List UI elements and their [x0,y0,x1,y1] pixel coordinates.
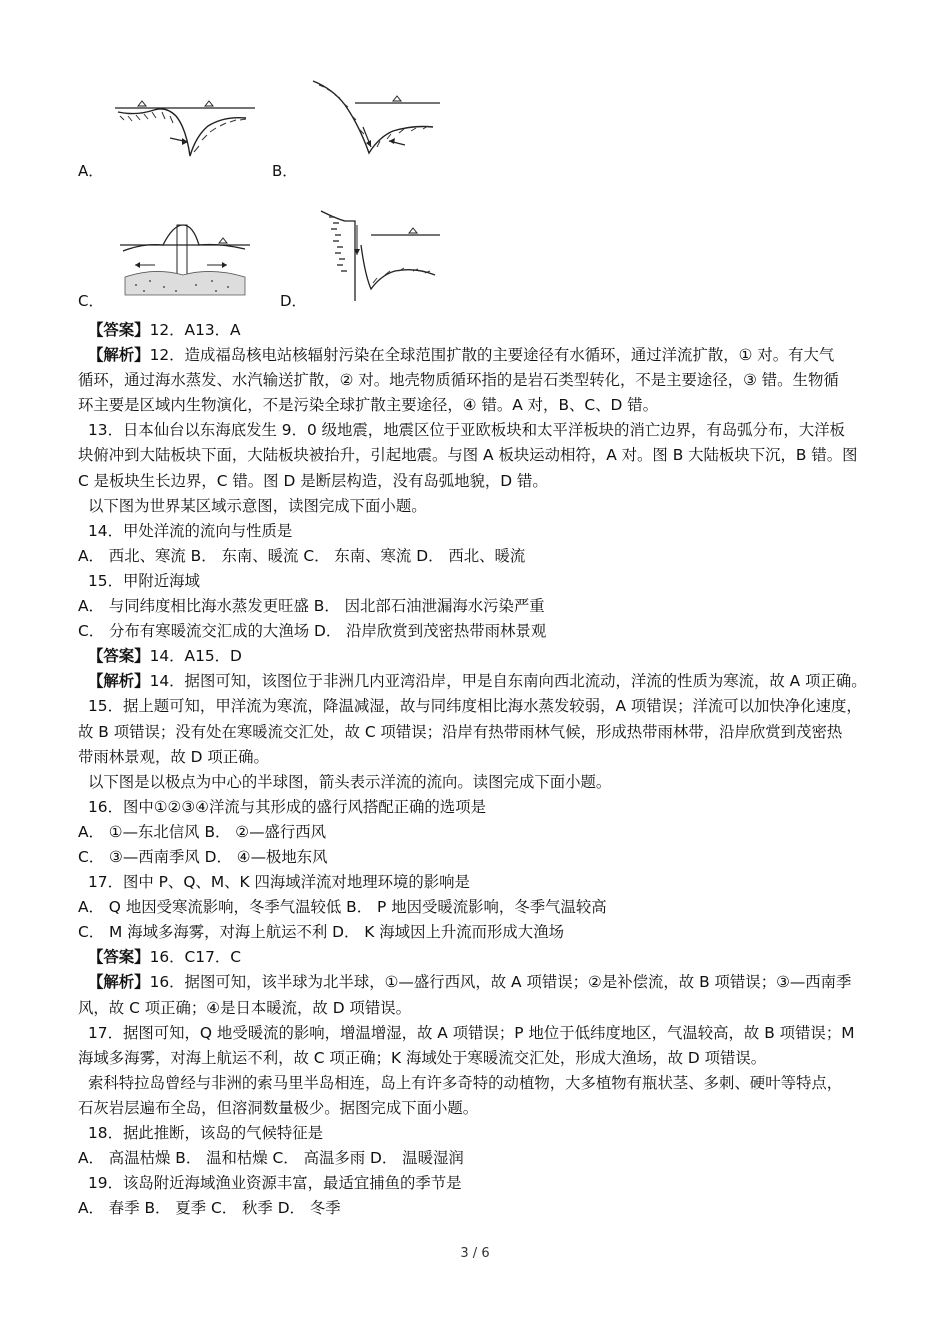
text-content: C． 分布有寒暖流交汇成的大渔场 D． 沿岸欣赏到茂密热带雨林景观 [78,622,547,641]
text-content: 19．该岛附近海域渔业资源丰富，最适宜捕鱼的季节是 [88,1174,462,1193]
text-content: 以下图是以极点为中心的半球图，箭头表示洋流的流向。读图完成下面小题。 [88,772,612,791]
page-number: 3 / 6 [460,1246,490,1261]
text-line [78,343,890,368]
text-content: 15．甲附近海域 [88,571,200,590]
text-line [78,519,890,544]
text-content: 带雨林景观，故 D 项正确。 [78,747,269,766]
text-content: 14．甲处洋流的流向与性质是 [88,521,293,540]
text-line [78,669,890,694]
text-line [78,418,890,443]
text-line [78,443,890,468]
text-content: 16．图中①②③④洋流与其形成的盛行风搭配正确的选项是 [88,797,486,816]
answer-tag: 【答案】 [88,647,150,666]
text-line [78,594,890,619]
figure-b-label: B． [272,162,298,180]
text-content: 海域多海雾，对海上航运不利，故 C 项正确；K 海域处于寒暖流交汇处，形成大渔场，故 D 项错误。 [78,1048,767,1067]
text-line [78,845,890,870]
text-content: A． 春季 B． 夏季 C． 秋季 D． 冬季 [78,1199,341,1218]
figure-d-label: D． [280,292,307,310]
text-content: 块俯冲到大陆板块下面，大陆板块被抬升，引起地震。与图 A 板块运动相符，A 对。图 B 大陆板块下沉，B 错。图 [78,446,858,465]
text-line [78,569,890,594]
answer-tag: 【答案】 [88,948,150,967]
answer-tag: 【解析】 [88,346,150,365]
text-line [78,368,890,393]
text-line [78,1046,890,1071]
text-content: 环主要是区域内生物演化，不是污染全球扩散主要途径，④ 错。A 对，B、C、D 错。 [78,396,659,415]
text-content: 12．A13．A [149,321,241,339]
text-content: A． ①—东北信风 B． ②—盛行西风 [78,822,327,841]
text-line [78,544,890,569]
text-content: 石灰岩层遍布全岛，但溶洞数量极少。据图完成下面小题。 [78,1098,479,1117]
text-line [78,1096,890,1121]
text-line [78,694,890,719]
text-content: 风，故 C 项正确；④是日本暖流，故 D 项错误。 [78,998,411,1017]
text-content: 故 B 项错误；没有处在寒暖流交汇处，故 C 项错误；沿岸有热带雨林气候，形成热带雨林带，沿岸欣赏到茂密热 [78,722,843,741]
text-content: 17．图中 P、Q、M、K 四海域洋流对地理环境的影响是 [88,873,470,892]
answer-tag: 【答案】 [88,321,150,339]
text-line [78,469,890,494]
text-content: 索科特拉岛曾经与非洲的索马里半岛相连，岛上有许多奇特的动植物，大多植物有瓶状茎、多刺、硬叶等特点， [88,1073,843,1092]
text-line [78,720,890,745]
text-line [78,770,890,795]
text-content: 以下图为世界某区域示意图，读图完成下面小题。 [88,496,427,515]
text-content: 循环，通过海水蒸发、水汽输送扩散，② 对。地壳物质循环指的是岩石类型转化，不是主要途径，③ 错。生物循 [78,371,839,390]
text-content: 12．造成福岛核电站核辐射污染在全球范围扩散的主要途径有水循环，通过洋流扩散，① 对。有大气 [149,346,835,365]
text-line [78,895,890,920]
text-line [78,1171,890,1196]
figure-d-diagram [315,205,445,305]
text-content: A． 西北、寒流 B． 东南、暖流 C． 东南、寒流 D． 西北、暖流 [78,546,526,565]
figure-a-diagram [110,90,260,170]
text-line [78,1021,890,1046]
text-content: 14．据图可知，该图位于非洲几内亚湾沿岸，甲是自东南向西北流动，洋流的性质为寒流，故 A 项正确。 [149,672,867,691]
text-line [78,494,890,519]
text-content: A． Q 地因受寒流影响，冬季气温较低 B． P 地因受暖流影响，冬季气温较高 [78,898,607,917]
text-line [78,1121,890,1146]
text-line [78,970,890,995]
text-line [78,870,890,895]
text-line [78,1196,890,1221]
text-line [78,1071,890,1096]
text-content: C． M 海域多海雾，对海上航运不利 D． K 海域因上升流而形成大渔场 [78,923,564,942]
text-line [78,644,890,669]
text-line [78,393,890,418]
text-content: A． 高温枯燥 B． 温和枯燥 C． 高温多雨 D． 温暖湿润 [78,1149,464,1168]
text-content: A． 与同纬度相比海水蒸发更旺盛 B． 因北部石油泄漏海水污染严重 [78,597,545,616]
text-content: 15．据上题可知，甲洋流为寒流，降温减湿，故与同纬度相比海水蒸发较弱，A 项错误；洋流可以加快净化速度， [88,697,862,716]
text-line [78,795,890,820]
figure-c-diagram [115,215,255,300]
text-line [78,820,890,845]
text-line [78,1146,890,1171]
text-content: 17．据图可知，Q 地受暖流的影响，增温增湿，故 A 项错误；P 地位于低纬度地区，气温较高，故 B 项错误；M [88,1023,855,1042]
text-content: C． ③—西南季风 D． ④—极地东风 [78,847,328,866]
answer-tag: 【解析】 [88,973,150,992]
text-content: 16．C17．C [149,948,242,967]
figure-c-label: C． [78,292,104,310]
figure-a-label: A． [78,162,104,180]
text-line [78,745,890,770]
text-line [78,945,890,970]
text-content: 18．据此推断，该岛的气候特征是 [88,1124,324,1142]
text-content: 13．日本仙台以东海底发生 9．0 级地震，地震区位于亚欧板块和太平洋板块的消亡边界，有岛弧分布，大洋板 [88,421,845,440]
text-line [78,996,890,1021]
text-line [78,318,890,343]
document-body [78,318,890,1221]
figure-b-diagram [305,75,445,175]
text-line [78,920,890,945]
answer-tag: 【解析】 [88,672,150,691]
text-line [78,619,890,644]
text-content: C 是板块生长边界，C 错。图 D 是断层构造，没有岛弧地貌，D 错。 [78,471,548,490]
text-content: 16．据图可知，该半球为北半球，①—盛行西风，故 A 项错误；②是补偿流，故 B 项错误；③—西南季 [149,973,852,992]
text-content: 14．A15．D [149,647,242,666]
